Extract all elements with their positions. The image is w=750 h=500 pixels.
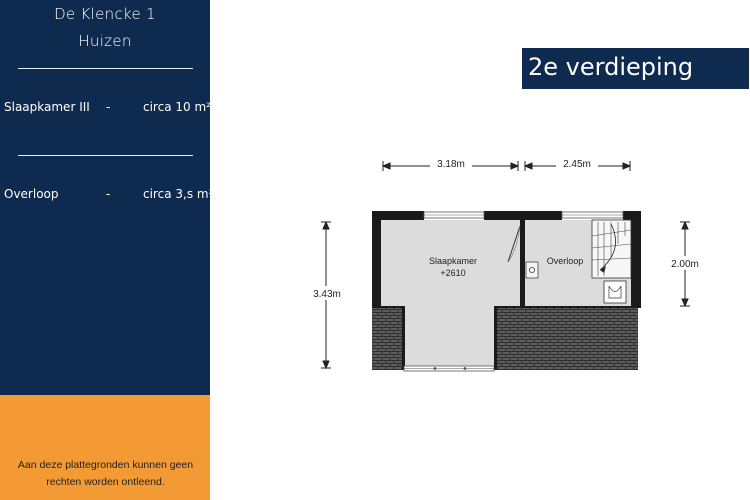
address-street: De Klencke 1: [54, 5, 156, 23]
room-area: circa 10 m²: [143, 100, 211, 114]
wall-bay-left: [402, 306, 405, 370]
dim-top-right: 2.45m: [563, 159, 591, 170]
room-dash: -: [106, 100, 111, 114]
dim-left: 3.43m: [313, 289, 341, 300]
wall-bottom-left: [381, 306, 404, 308]
room-name: Overloop: [4, 187, 59, 201]
room-slaapkamer-height: +2610: [440, 268, 466, 278]
roof-left: [372, 308, 404, 370]
wall-top-mid: [484, 211, 562, 220]
room-slaapkamer-bay: [404, 306, 496, 368]
divider: [18, 68, 193, 69]
disclaimer-panel: [0, 395, 210, 500]
disclaimer-line-1: Aan deze plattegronden kunnen geen: [17, 459, 194, 471]
disclaimer-line-2: rechten worden ontleend.: [46, 476, 165, 488]
dim-right: 2.00m: [671, 259, 699, 270]
room-slaapkamer-label: Slaapkamer: [428, 256, 478, 266]
staircase: [592, 220, 631, 278]
address-city: Huizen: [78, 32, 132, 50]
wall-divider: [520, 220, 525, 306]
level-title-box: [522, 48, 749, 89]
info-sidebar: [0, 0, 214, 395]
room-area: circa 3,s m²: [143, 187, 214, 201]
roof-right: [496, 308, 638, 370]
wall-bottom-right: [496, 306, 631, 308]
wall-bay-right: [494, 306, 497, 370]
room-overloop-label: Overloop: [546, 256, 584, 266]
disclaimer-text: [8, 457, 203, 491]
dim-top-left: 3.18m: [437, 159, 465, 170]
room-dash: -: [106, 187, 111, 201]
sink: [526, 262, 538, 278]
floorplan: [300, 150, 720, 380]
room-name: Slaapkamer III: [4, 100, 90, 114]
divider: [18, 155, 193, 156]
wall-right: [631, 211, 641, 308]
fixture-box: [604, 281, 626, 303]
level-title: 2e verdieping: [528, 53, 694, 81]
wall-left: [372, 211, 381, 308]
